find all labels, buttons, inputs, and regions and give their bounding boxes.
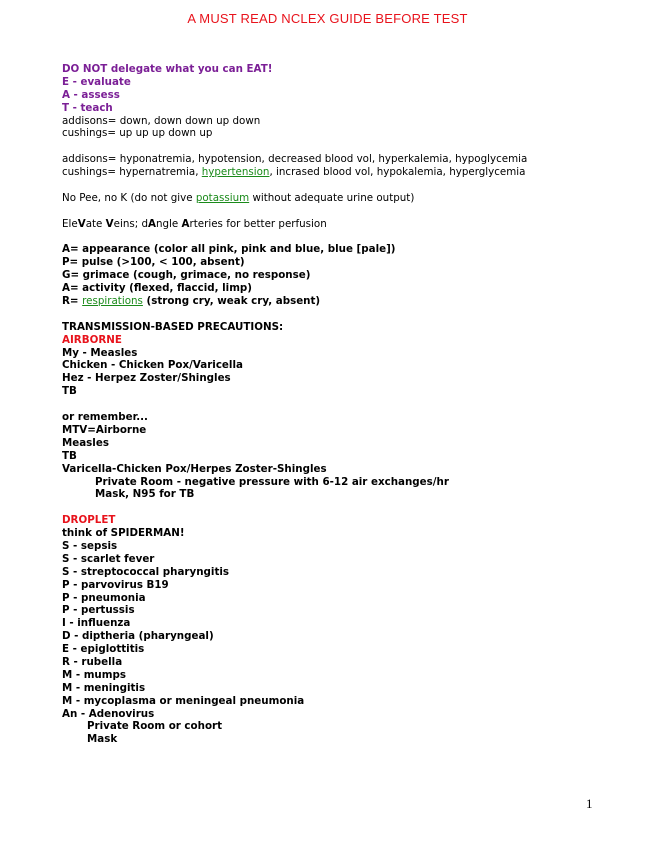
droplet-item: P - pneumonia [62,591,146,604]
elevate-p1: Ele [62,217,78,230]
droplet-item: I - influenza [62,617,131,630]
droplet-item: D - diptheria (pharyngeal) [62,630,214,643]
droplet-item: P - parvovirus B19 [62,578,169,591]
droplet-item: S - sepsis [62,539,118,552]
mtv-item: TB [62,449,77,462]
elevate-v: V [77,217,86,230]
elevate-p3: eins; d [113,217,149,230]
elevate-a2: A [181,217,190,230]
page-number: 1 [586,796,593,811]
droplet-item: M - meningitis [62,681,146,694]
eat-teach: T - teach [62,101,113,114]
eat-heading: DO NOT delegate what you can EAT! [62,63,273,75]
airborne-room: Private Room - negative pressure with 6-12 air exchanges/hr [95,475,449,488]
addisons-pattern: addisons= down, down down up down [62,114,261,127]
elevate-veins-dangle-arteries [62,218,622,231]
apgar-r-pre: R= [62,295,83,308]
cushings-pattern: cushings= up up up down up [62,127,213,140]
droplet-item: S - streptococcal pharyngitis [62,565,230,578]
apgar-pulse: P= pulse (>100, < 100, absent) [62,256,245,269]
elevate-p5: rteries for better perfusion [189,217,327,230]
elevate-p2: ate [85,217,106,230]
spiderman-mnemonic: think of SPIDERMAN! [62,527,185,540]
airborne-item: Hez - Herpez Zoster/Shingles [62,372,231,385]
cushings-text-pre: cushings= hypernatremia, [62,166,202,179]
droplet-item: M - mumps [62,668,126,681]
cushings-effects [62,166,622,179]
or-remember: or remember... [62,411,148,424]
airborne-item: TB [62,385,77,398]
droplet-item: An - Adenovirus [62,707,155,720]
elevate-a: A [148,217,156,230]
mtv-item: Measles [62,436,109,449]
airborne-item: Chicken - Chicken Pox/Varicella [62,359,243,372]
mtv-item: MTV=Airborne [62,423,147,436]
droplet-room: Private Room or cohort [87,720,223,733]
apgar-r-post: (strong cry, weak cry, absent) [142,295,321,308]
eat-evaluate: E - evaluate [62,75,131,88]
airborne-heading: AIRBORNE [62,333,122,346]
cushings-text-post: , incrased blood vol, hypokalemia, hyperglycemia [269,166,526,179]
potassium-link[interactable]: potassium [195,191,250,204]
mtv-item: Varicella-Chicken Pox/Herpes Zoster-Shingles [62,462,327,475]
airborne-mask: Mask, N95 for TB [95,488,195,501]
precautions-heading: TRANSMISSION-BASED PRECAUTIONS: [62,320,284,333]
elevate-p4: ngle [156,217,182,230]
droplet-item: S - scarlet fever [62,552,155,565]
droplet-item: M - mycoplasma or meningeal pneumonia [62,694,305,707]
no-pee-no-k [62,192,622,205]
droplet-heading: DROPLET [62,514,116,527]
droplet-item: E - epiglottitis [62,643,145,656]
apgar-respirations [62,295,622,308]
page-title: A MUST READ NCLEX GUIDE BEFORE TEST [187,11,468,26]
droplet-item: R - rubella [62,655,123,668]
droplet-item: P - pertussis [62,604,135,617]
droplet-mask: Mask [87,733,118,746]
respirations-link[interactable]: respirations [82,295,143,308]
hypertension-link[interactable]: hypertension [201,166,270,179]
apgar-activity: A= activity (flexed, flaccid, limp) [62,282,253,295]
nopee-text-post: without adequate urine output) [249,191,415,204]
apgar-grimace: G= grimace (cough, grimace, no response) [62,269,311,282]
addisons-effects: addisons= hyponatremia, hypotension, decreased blood vol, hyperkalemia, hypoglycemia [62,153,528,166]
eat-assess: A - assess [62,88,120,101]
elevate-v2: V [105,217,114,230]
airborne-item: My - Measles [62,346,138,359]
apgar-appearance: A= appearance (color all pink, pink and blue, blue [pale]) [62,243,396,256]
document-body [62,63,622,746]
nopee-text-pre: No Pee, no K (do not give [62,191,196,204]
